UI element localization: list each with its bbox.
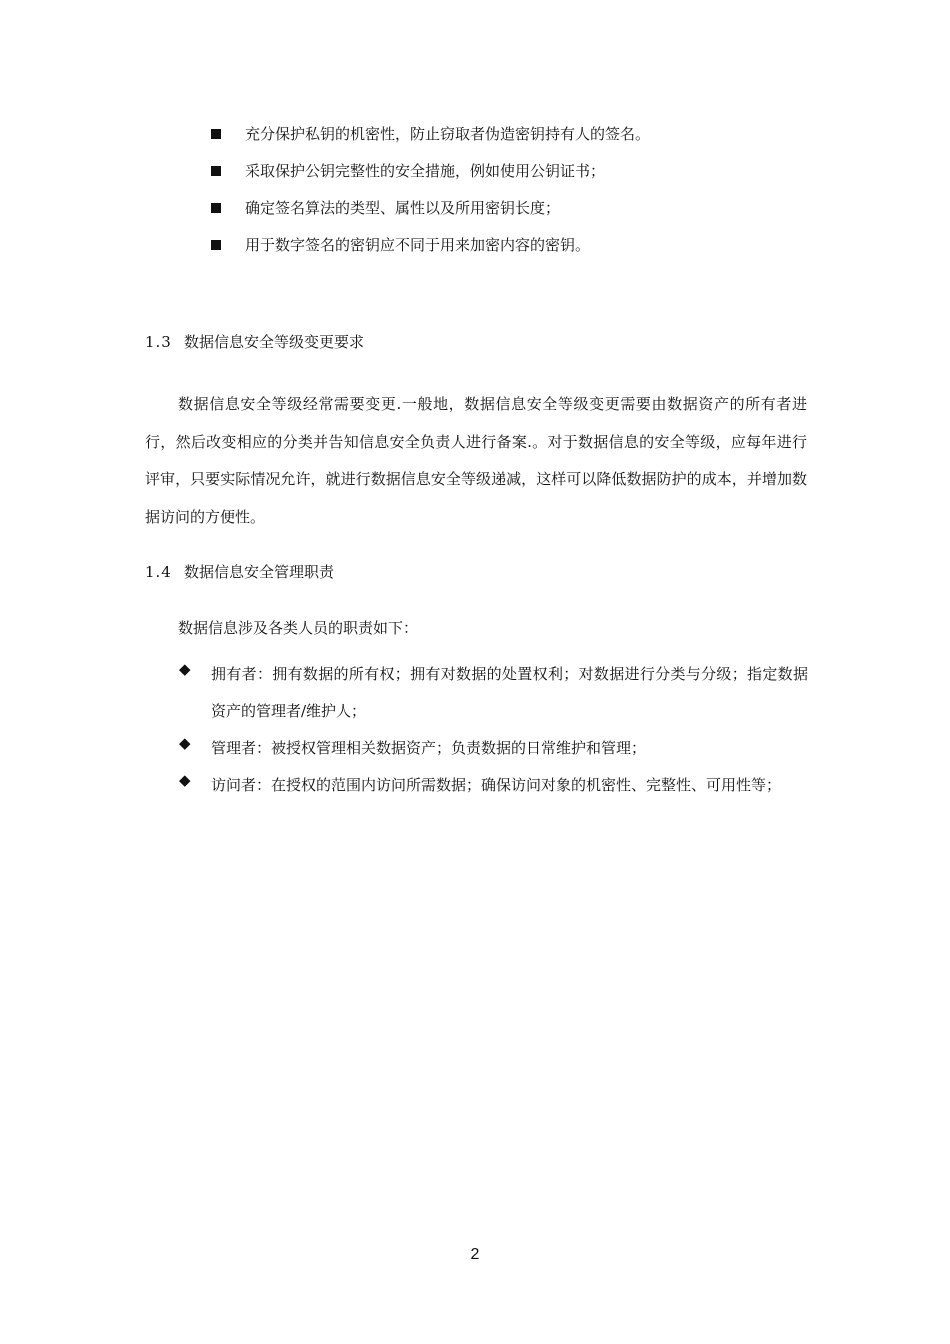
- list-item: [210, 122, 850, 159]
- list-item: [210, 159, 850, 196]
- section-heading-1-4: [145, 560, 334, 584]
- roles-list: [178, 656, 808, 804]
- section-number: 1.3: [145, 333, 172, 351]
- section-heading-1-3: [145, 330, 364, 354]
- page-number: 2: [470, 1246, 480, 1263]
- list-item: [210, 233, 850, 270]
- list-item-text: 管理者：被授权管理相关数据资产；负责数据的日常维护和管理；: [211, 739, 647, 757]
- list-item-text: 用于数字签名的密钥应不同于用来加密内容的密钥。: [245, 236, 591, 254]
- black-square-bullet-icon: [211, 166, 221, 176]
- list-item-text: 确定签名算法的类型、属性以及所用密钥长度；: [245, 199, 561, 217]
- list-item: [210, 196, 850, 233]
- security-measures-list: [210, 122, 850, 270]
- list-item-text: 访问者：在授权的范围内访问所需数据；确保访问对象的机密性、完整性、可用性等；: [211, 776, 782, 794]
- section-title: 数据信息安全等级变更要求: [184, 333, 365, 351]
- black-square-bullet-icon: [211, 240, 221, 250]
- section-number: 1.4: [145, 563, 172, 581]
- black-square-bullet-icon: [211, 203, 221, 213]
- list-item: [178, 767, 808, 804]
- list-item-text: 拥有者：拥有数据的所有权；拥有对数据的处置权利；对数据进行分类与分级；指定数据资产的管理者/维护人；: [211, 665, 808, 720]
- section-1-3-paragraph: 数据信息安全等级经常需要变更.一般地，数据信息安全等级变更需要由数据资产的所有者进行，然后改变相应的分类并告知信息安全负责人进行备案.。对于数据信息的安全等级，应每年进行评审，只要实际情况允许，就进行数据信息安全等级递减，这样可以降低数据防护的成本，并增加数据访问的方便性。: [145, 395, 807, 526]
- black-square-bullet-icon: [211, 129, 221, 139]
- black-diamond-bullet-icon: ◆: [179, 734, 191, 752]
- list-item-text: 充分保护私钥的机密性，防止窃取者伪造密钥持有人的签名。: [245, 125, 651, 143]
- black-diamond-bullet-icon: ◆: [179, 660, 191, 678]
- list-item: [178, 730, 808, 767]
- roles-intro: 数据信息涉及各类人员的职责如下：: [178, 619, 419, 637]
- black-diamond-bullet-icon: ◆: [179, 771, 191, 789]
- list-item-text: 采取保护公钥完整性的安全措施，例如使用公钥证书；: [245, 162, 606, 180]
- section-title: 数据信息安全管理职责: [184, 563, 335, 581]
- list-item: [178, 656, 808, 730]
